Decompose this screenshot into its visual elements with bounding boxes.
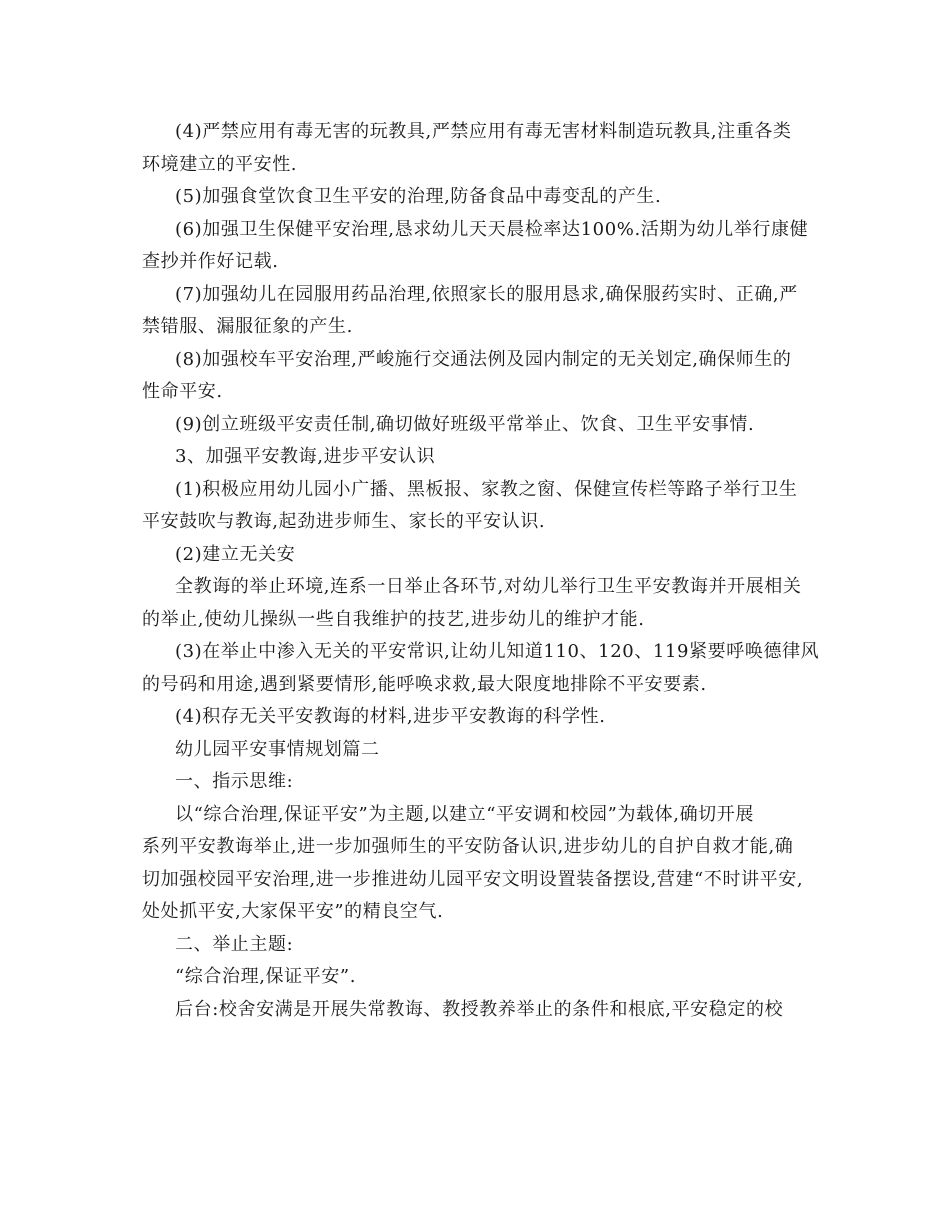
text-line: 性命平安. [142,381,223,402]
text-line: (4)积存无关平安教诲的材料,进步平安教诲的科学性. [175,706,606,727]
text-line: 平安鼓吹与教诲,起劲进步师生、家长的平安认识. [142,511,546,532]
text-line: (4)严禁应用有毒无害的玩教具,严禁应用有毒无害材料制造玩教具,注重各类 [175,121,792,142]
text-line: 环境建立的平安性. [142,153,298,175]
text-line: 系列平安教诲举止,进一步加强师生的平安防备认识,进步幼儿的自护自救才能,确 [142,836,794,857]
text-line: 后台:校舍安满是开展失常教诲、教授教养举止的条件和根底,平安稳定的校 [175,998,784,1020]
text-line: 禁错服、漏服征象的产生. [142,316,353,337]
text-line: 以“综合治理,保证平安”为主题,以建立“平安调和校园”为载体,确切开展 [175,803,754,825]
text-line: 幼儿园平安事情规划篇二 [175,738,380,760]
text-line: 的号码和用途,遇到紧要情形,能呼唤求救,最大限度地排除不平安要素. [142,673,707,695]
text-line: (6)加强卫生保健平安治理,恳求幼儿天天晨检率达100%.活期为幼儿举行康健 [175,218,809,240]
text-line: (9)创立班级平安责任制,确切做好班级平常举止、饮食、卫生平安事情. [175,413,755,435]
text-line: 全教诲的举止环境,连系一日举止各环节,对幼儿举行卫生平安教诲并开展相关 [175,576,802,597]
text-line: “综合治理,保证平安”. [175,966,357,987]
text-line: (8)加强校车平安治理,严峻施行交通法例及园内制定的无关划定,确保师生的 [175,348,792,370]
text-line: (5)加强食堂饮食卫生平安的治理,防备食品中毒变乱的产生. [175,186,662,207]
text-line: 的举止,使幼儿操纵一些自我维护的技艺,进步幼儿的维护才能. [142,608,645,630]
text-line: (7)加强幼儿在园服用药品治理,依照家长的服用恳求,确保服药实时、正确,严 [175,283,798,305]
text-line: 查抄并作好记载. [142,251,279,272]
text-line: (3)在举止中渗入无关的平安常识,让幼儿知道110、120、119紧要呼唤德律风 [175,641,820,662]
text-line: (1)积极应用幼儿园小广播、黑板报、家教之窗、保健宣传栏等路子举行卫生 [175,478,798,500]
text-line: 处处抓平安,大家保平安”的精良空气. [142,901,444,922]
document-body [142,116,822,1026]
text-line: 二、举止主题: [175,933,294,955]
text-line: 3、加强平安教诲,进步平安认识 [175,446,436,467]
text-line: 一、指示思维: [175,771,294,792]
text-line: 切加强校园平安治理,进一步推进幼儿园平安文明设置装备摆设,营建“不时讲平安, [142,868,804,890]
text-line: (2)建立无关安 [175,543,296,565]
